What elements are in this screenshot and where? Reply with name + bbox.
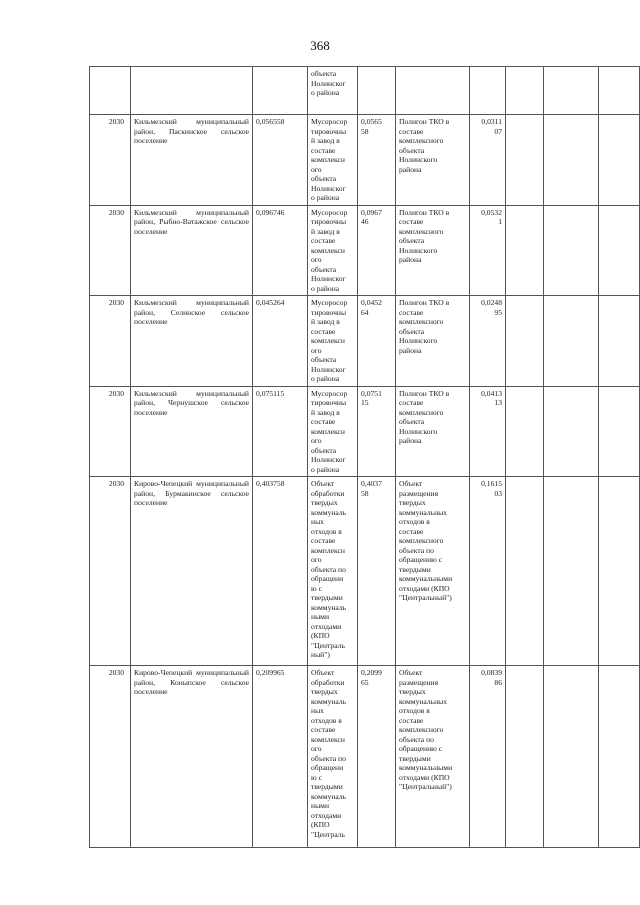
municipality-cell: Кильмезский муниципальный район, Чернушское сельское поселение xyxy=(131,386,253,477)
page-number: 368 xyxy=(310,38,330,53)
destination-cell: Полигон ТКО в составе комплексного объекта Нолинского района xyxy=(396,386,470,477)
destination-cell: Полигон ТКО в составе комплексного объекта Нолинского района xyxy=(396,296,470,387)
municipality-cell: Кирово-Чепецкий муниципальный район, Коныпское сельское поселение xyxy=(131,666,253,848)
processing-object-cell: Объект обработки твердых коммуналь ных отходов в составе комплексн ого объекта по обращени ю с твердыми коммуналь ными отходами (КПО "Централь xyxy=(308,666,358,848)
destination-cell: Полигон ТКО в составе комплексного объекта Нолинского района xyxy=(396,115,470,206)
processed-mass-cell: 0,0452 64 xyxy=(358,296,396,387)
municipality-cell: Кильмезский муниципальный район, Рыбно-Ватажское сельское поселение xyxy=(131,205,253,296)
municipality-cell: Кильмезский муниципальный район, Селинское сельское поселение xyxy=(131,296,253,387)
processed-mass-cell: 0,4037 58 xyxy=(358,477,396,666)
processed-mass-cell: 0,0967 46 xyxy=(358,205,396,296)
municipality-cell: Кильмезский муниципальный район, Паскинское сельское поселение xyxy=(131,115,253,206)
year-cell xyxy=(90,67,131,115)
processed-mass-cell: 0,0751 15 xyxy=(358,386,396,477)
disposed-mass-cell: 0,0413 13 xyxy=(470,386,506,477)
processing-object-cell: Мусоросор тировочны й завод в составе комплексн ого объекта Нолинског о района xyxy=(308,296,358,387)
processing-object-cell: Мусоросор тировочны й завод в составе комплексн ого объекта Нолинског о района xyxy=(308,115,358,206)
table-row xyxy=(90,296,640,387)
destination-cell: Объект размещения твердых коммунальных отходов в составе комплексного объекта по обращению с твердыми коммунальными отходами (КПО "Центральный") xyxy=(396,477,470,666)
destination-cell: Объект размещения твердых коммунальных отходов в составе комплексного объекта по обращению с твердыми коммунальными отходами (КПО "Центральный") xyxy=(396,666,470,848)
table-row xyxy=(90,67,640,115)
processing-object-cell: Мусоросор тировочны й завод в составе комплексн ого объекта Нолинског о района xyxy=(308,205,358,296)
mass-cell: 0,075115 xyxy=(253,386,308,477)
processed-mass-cell: 0,0565 58 xyxy=(358,115,396,206)
mass-cell xyxy=(253,67,308,115)
waste-flow-table xyxy=(89,66,640,848)
processed-mass-cell: 0,2099 65 xyxy=(358,666,396,848)
disposed-mass-cell: 0,0532 1 xyxy=(470,205,506,296)
processing-object-cell: Мусоросор тировочны й завод в составе комплексн ого объекта Нолинског о района xyxy=(308,386,358,477)
table-row xyxy=(90,386,640,477)
disposed-mass-cell: 0,1615 03 xyxy=(470,477,506,666)
table-row xyxy=(90,666,640,848)
disposed-mass-cell: 0,0248 95 xyxy=(470,296,506,387)
year-cell: 2030 xyxy=(90,296,131,387)
table-row xyxy=(90,115,640,206)
year-cell: 2030 xyxy=(90,477,131,666)
mass-cell: 0,209965 xyxy=(253,666,308,848)
processing-object-cell: Объект обработки твердых коммуналь ных отходов в составе комплексн ого объекта по обращени ю с твердыми коммуналь ными отходами (КПО "Централь ный") xyxy=(308,477,358,666)
mass-cell: 0,056558 xyxy=(253,115,308,206)
processing-object-cell: объекта Нолинског о района xyxy=(308,67,358,115)
mass-cell: 0,403758 xyxy=(253,477,308,666)
table-row xyxy=(90,477,640,666)
table-row xyxy=(90,205,640,296)
disposed-mass-cell: 0,0839 86 xyxy=(470,666,506,848)
year-cell: 2030 xyxy=(90,115,131,206)
disposed-mass-cell: 0,0311 07 xyxy=(470,115,506,206)
destination-cell: Полигон ТКО в составе комплексного объекта Нолинского района xyxy=(396,205,470,296)
mass-cell: 0,096746 xyxy=(253,205,308,296)
municipality-cell xyxy=(131,67,253,115)
year-cell: 2030 xyxy=(90,205,131,296)
mass-cell: 0,045264 xyxy=(253,296,308,387)
municipality-cell: Кирово-Чепецкий муниципальный район, Бурмакинское сельское поселение xyxy=(131,477,253,666)
year-cell: 2030 xyxy=(90,386,131,477)
year-cell: 2030 xyxy=(90,666,131,848)
